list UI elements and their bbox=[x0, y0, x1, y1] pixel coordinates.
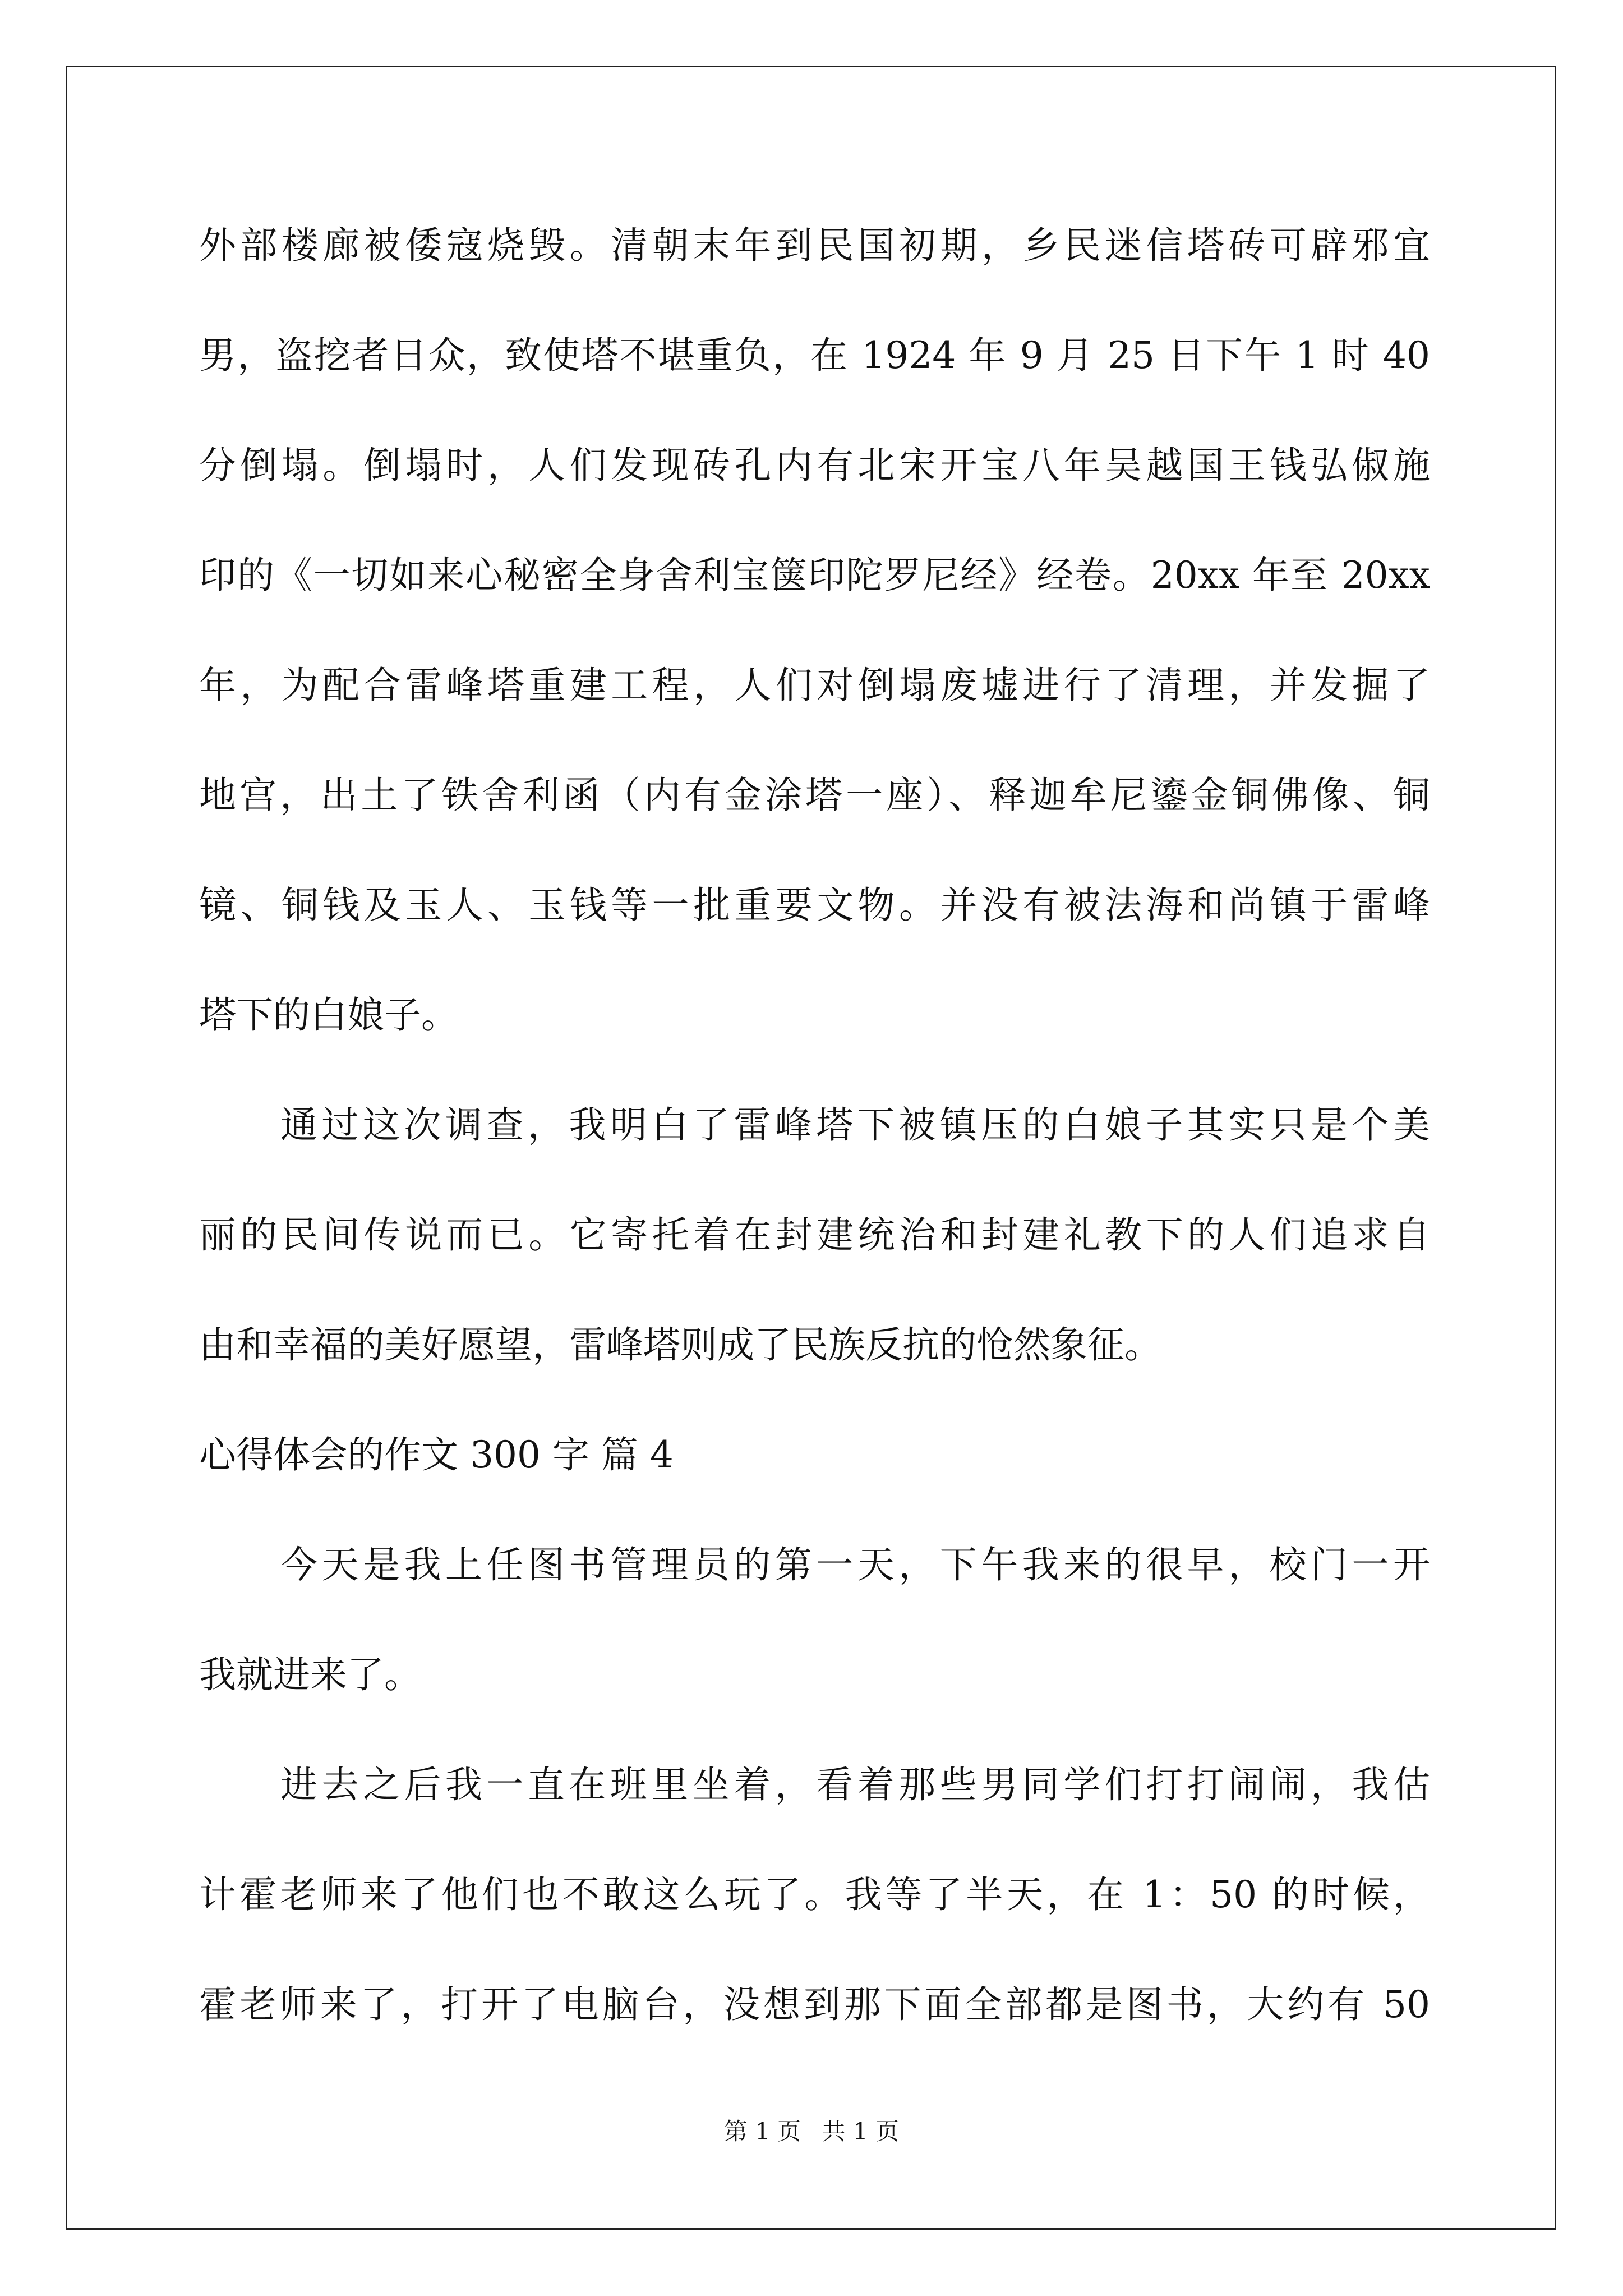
section-heading: 心得体会的作文 300 字 篇 4 bbox=[199, 1433, 674, 1476]
page-total: 共 1 页 bbox=[822, 2118, 900, 2145]
text-line: 由和幸福的美好愿望，雷峰塔则成了民族反抗的怆然象征。 bbox=[199, 1323, 1161, 1366]
text-line: 地宫，出土了铁舍利函（内有金涂塔一座）、释迦牟尼鎏金铜佛像、铜 bbox=[199, 774, 1430, 817]
text-line: 印的《一切如来心秘密全身舍利宝箧印陀罗尼经》经卷。20xx 年至 20xx bbox=[199, 554, 1430, 597]
text-line: 外部楼廊被倭寇烧毁。清朝末年到民国初期，乡民迷信塔砖可辟邪宜 bbox=[199, 224, 1430, 267]
text-line: 年，为配合雷峰塔重建工程，人们对倒塌废墟进行了清理，并发掘了 bbox=[199, 664, 1430, 707]
text-line: 丽的民间传说而已。它寄托着在封建统治和封建礼教下的人们追求自 bbox=[199, 1213, 1430, 1257]
text-line: 霍老师来了，打开了电脑台，没想到那下面全部都是图书，大约有 50 bbox=[199, 1983, 1430, 2026]
paragraph-start-line: 今天是我上任图书管理员的第一天，下午我来的很早，校门一开 bbox=[280, 1543, 1430, 1586]
paragraph-start-line: 通过这次调查，我明白了雷峰塔下被镇压的白娘子其实只是个美 bbox=[280, 1103, 1430, 1147]
text-line: 我就进来了。 bbox=[199, 1653, 421, 1696]
paragraph-start-line: 进去之后我一直在班里坐着，看着那些男同学们打打闹闹，我估 bbox=[280, 1763, 1430, 1806]
text-line: 计霍老师来了他们也不敢这么玩了。我等了半天，在 1：50 的时候， bbox=[199, 1873, 1430, 1916]
page-footer bbox=[0, 2115, 1623, 2148]
text-line: 分倒塌。倒塌时，人们发现砖孔内有北宋开宝八年吴越国王钱弘俶施 bbox=[199, 444, 1430, 487]
page-number: 第 1 页 bbox=[723, 2118, 801, 2145]
text-line: 镜、铜钱及玉人、玉钱等一批重要文物。并没有被法海和尚镇于雷峰 bbox=[199, 884, 1430, 927]
document-body bbox=[199, 191, 1430, 2060]
text-line: 塔下的白娘子。 bbox=[199, 993, 458, 1037]
text-line: 男，盗挖者日众，致使塔不堪重负，在 1924 年 9 月 25 日下午 1 时 40 bbox=[199, 334, 1430, 377]
